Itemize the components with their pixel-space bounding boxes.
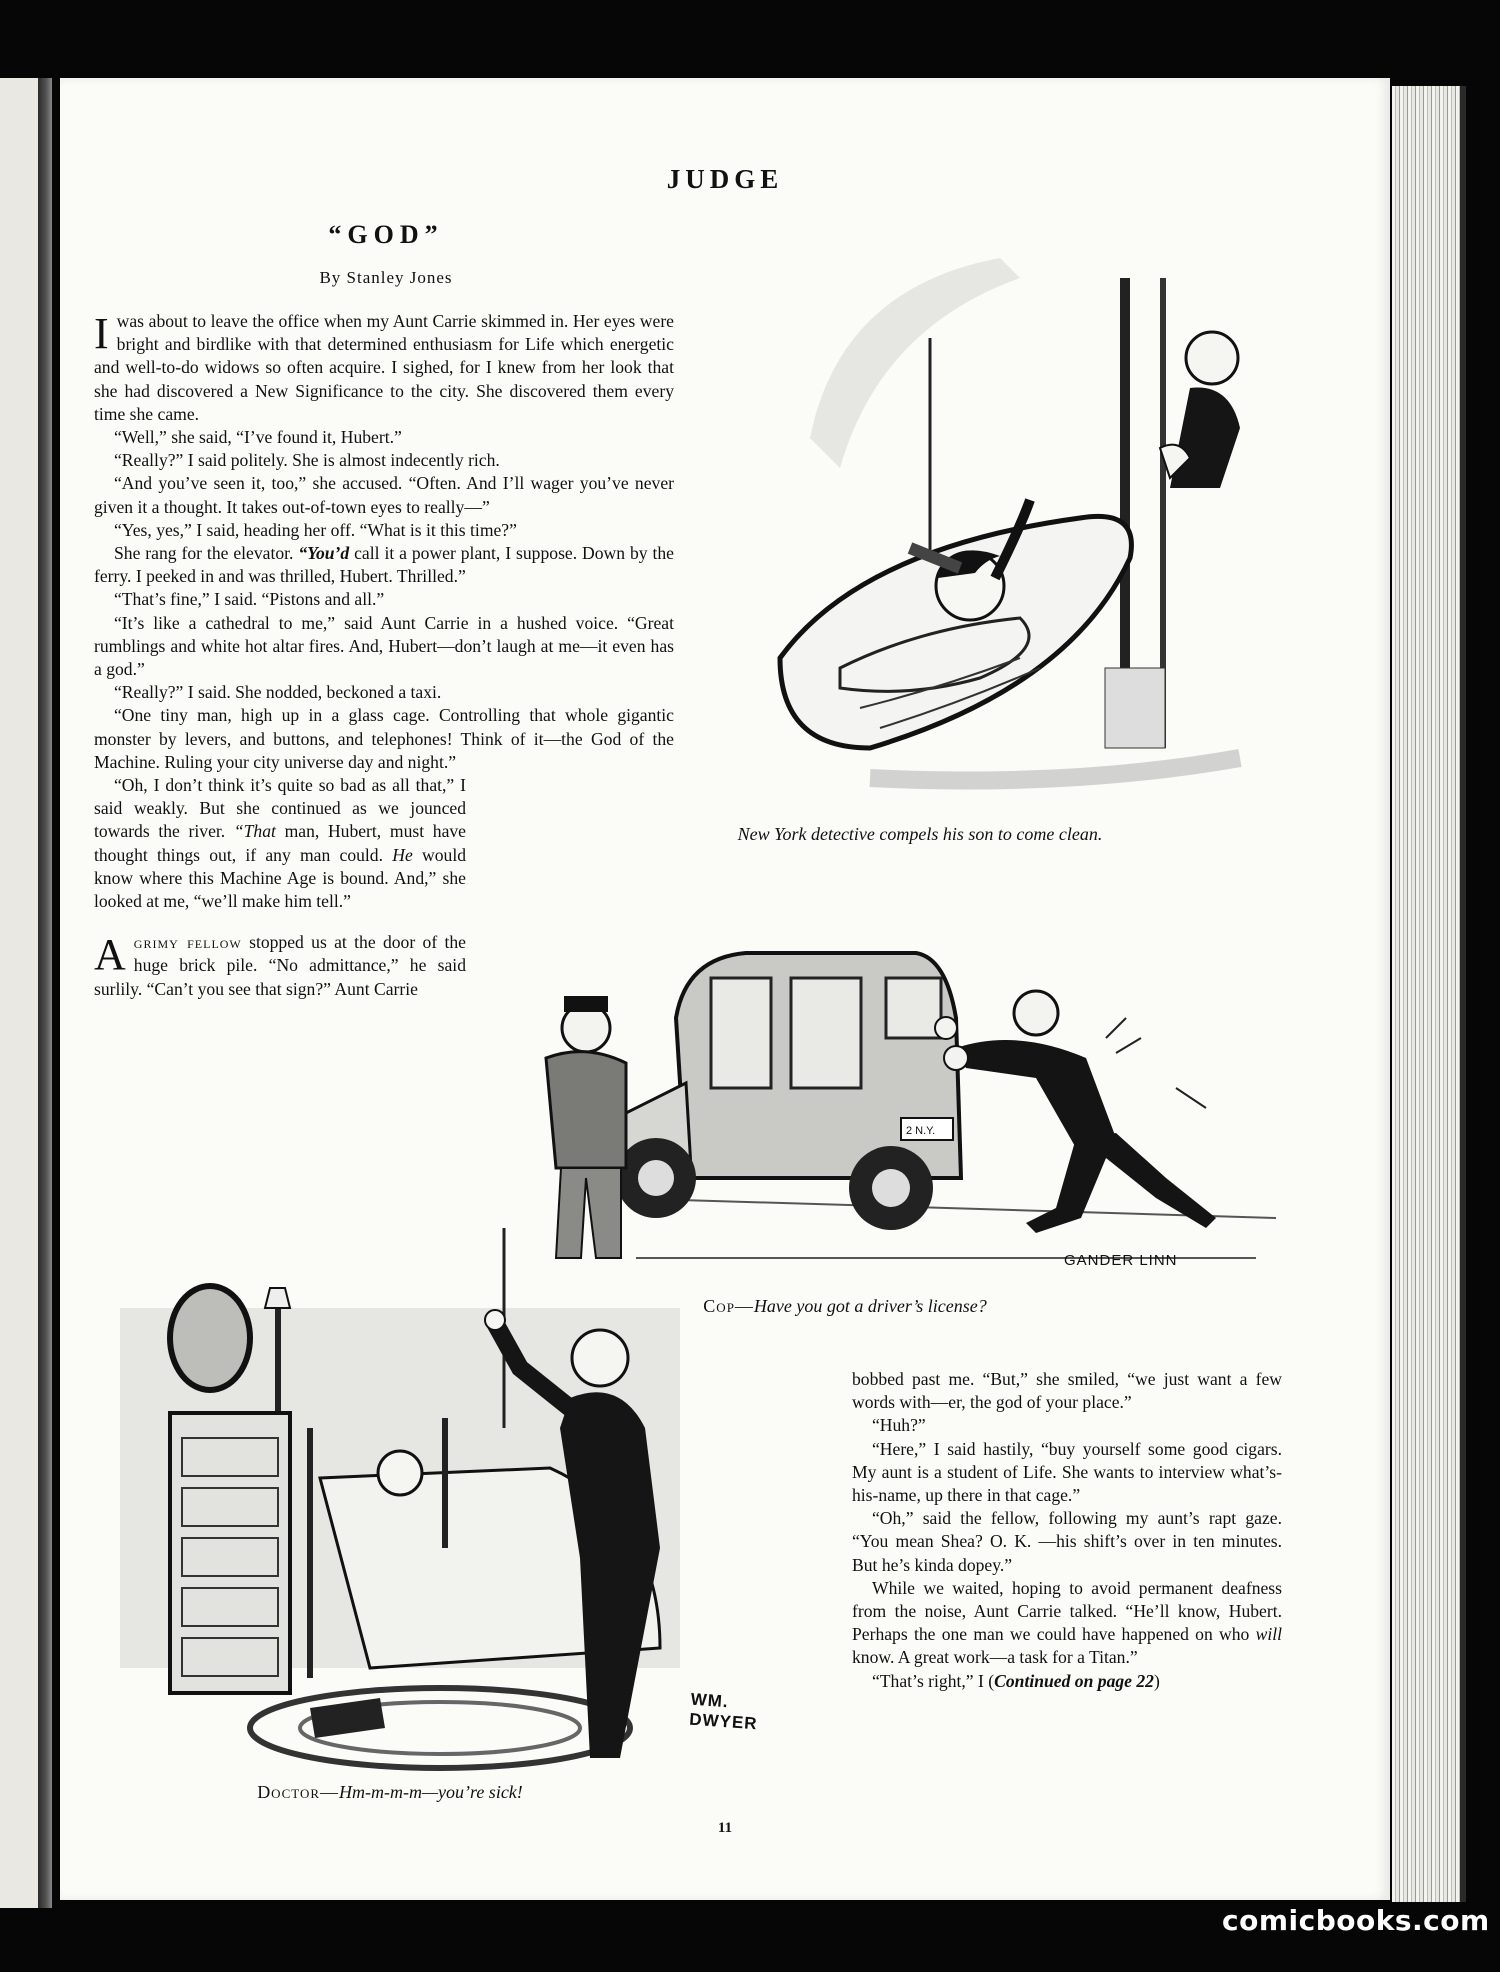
emphasis: “That: [233, 821, 276, 842]
dresser: [170, 1413, 290, 1693]
paragraph-text: know. A great work—a task for a Titan.”: [852, 1647, 1138, 1668]
doctors-bag: [310, 1698, 385, 1738]
paragraph-text: stopped us at the door of the huge brick pile. “No admittance,” he said surlily. “Can’t you see that sign?” Aunt Carrie: [94, 932, 466, 999]
lamp-post: [275, 1308, 281, 1418]
article-title: “GOD”: [328, 220, 444, 249]
book-gutter: [38, 78, 52, 1908]
magazine-page: [60, 78, 1390, 1900]
lamp-shade: [265, 1288, 290, 1308]
paragraph: “Here,” I said hastily, “buy yourself some good cigars. My aunt is a student of Life. She wants to interview what’s-his-name, up there in that cage.”: [852, 1438, 1282, 1506]
paragraph-text: man, Hubert, must have thought things out, if any man could.: [94, 821, 466, 865]
man-head: [1014, 991, 1058, 1035]
narrow-text-block: [94, 774, 466, 913]
detective-head: [1186, 332, 1238, 384]
caption-bathtub: [710, 824, 1130, 845]
emphasis: “You’d: [298, 543, 350, 564]
paragraph: “That’s fine,” I said. “Pistons and all.”: [114, 589, 385, 610]
paragraph: “One tiny man, high up in a glass cage. Controlling that whole gigantic monster by levers, and buttons, and telephones! Think of it—the God of the Machine. Ruling your city universe day and night.”: [94, 705, 674, 772]
paragraph-text: She rang for the elevator.: [114, 543, 294, 564]
paragraph: “Really?” I said. She nodded, beckoned a taxi.: [114, 682, 442, 703]
left-page-edge: [0, 78, 52, 1908]
paragraph: “Well,” she said, “I’ve found it, Hubert.”: [114, 427, 402, 448]
floor-shadow: [870, 758, 1240, 781]
license-plate-text: 2 N.Y.: [906, 1125, 936, 1137]
paragraph-text: While we waited, hoping to avoid permanent deafness from the noise, Aunt Carrie talked. “He’ll know, Hubert. Perhaps the one man we could have happened on who: [852, 1577, 1282, 1645]
caption-speaker: Doctor—: [257, 1782, 340, 1802]
man-hand: [944, 1046, 968, 1070]
car-hub-front: [638, 1160, 674, 1196]
cop-cap: [564, 996, 608, 1012]
paragraph: [852, 1670, 1282, 1693]
car-window-1: [711, 978, 771, 1088]
watermark: comicbooks.com: [1222, 1904, 1490, 1937]
patient-head: [378, 1451, 422, 1495]
paragraph: [94, 931, 466, 1001]
detective-body: [1170, 388, 1240, 489]
paragraph: “It’s like a cathedral to me,” said Aunt Carrie in a hushed voice. “Great rumblings and white hot altar fires. And, Hubert—don’t laugh at me—it even has a god.”: [94, 612, 674, 680]
paragraph-text: call it a power plant, I suppose. Down by the ferry. I peeked in and was thrilled, Hubert. Thrilled.”: [94, 543, 674, 587]
man-body: [956, 1040, 1116, 1148]
caption-text: Hm-m-m-m—you’re sick!: [339, 1782, 523, 1802]
man-legs: [1026, 1133, 1216, 1233]
continued-note: Continued on page 22: [994, 1670, 1154, 1691]
paragraph: bobbed past me. “But,” she smiled, “we just want a few words with—er, the god of your place.”: [852, 1369, 1282, 1413]
man-hand: [935, 1017, 957, 1039]
masthead: JUDGE: [666, 164, 784, 194]
paragraph: [94, 542, 674, 588]
drop-cap: I: [94, 309, 109, 358]
mirror: [170, 1286, 250, 1390]
car-window-2: [791, 978, 861, 1088]
caption-text: New York detective compels his son to come clean.: [737, 824, 1103, 844]
bathtub-cartoon: [720, 188, 1280, 828]
article-byline: By Stanley Jones: [319, 268, 453, 287]
cop-body: [546, 1052, 626, 1168]
doctor-head: [572, 1330, 628, 1386]
caption-speaker: Cop—: [703, 1296, 754, 1316]
small-caps-lead: grimy fellow: [133, 932, 242, 953]
bathtub: [780, 516, 1131, 748]
signature-line: DWYER: [688, 1709, 759, 1734]
signature-line: WM.: [690, 1689, 730, 1712]
baseboard: [1105, 668, 1165, 748]
paragraph: [94, 310, 674, 426]
paragraph: [94, 774, 466, 913]
doctor-hand: [485, 1310, 505, 1330]
wash-background: [810, 258, 1020, 468]
caption-doctor: [190, 1782, 590, 1803]
article-column-right: [852, 1368, 1282, 1693]
page-number: 11: [717, 1820, 733, 1836]
paragraph-text: ): [1153, 1670, 1160, 1691]
paragraph: “Huh?”: [872, 1415, 926, 1436]
paragraph-text: would know where this Machine Age is bound. And,” she looked at me, “we’ll make him tell.”: [94, 844, 466, 912]
car-window-3: [886, 978, 941, 1038]
signature-wm-dwyer: [689, 1690, 760, 1735]
paragraph-text: was about to leave the office when my Aunt Carrie skimmed in. Her eyes were bright and birdlike with that determined enthusiasm for Life which energetic and well-to-do widows so often acquire. I sighed, for I knew from her look that she had discovered a New Significance to the city. She discovered them every time she came.: [94, 311, 674, 424]
paragraph-text: “That’s right,” I (: [872, 1670, 995, 1691]
emphasis: He: [392, 844, 413, 865]
section-two: [94, 931, 466, 1001]
car-hub-rear: [872, 1169, 910, 1207]
paragraph: [852, 1577, 1282, 1670]
paragraph: “Really?” I said politely. She is almost indecently rich.: [114, 450, 500, 471]
paragraph-text: “Oh, I don’t think it’s quite so bad as all that,” I said weakly. But she continued as we jounced towards the river.: [94, 775, 466, 842]
drop-cap: A: [94, 930, 126, 980]
emphasis: will: [1255, 1624, 1282, 1645]
cop-car-cartoon: [516, 878, 1336, 1278]
paragraph: “Oh,” said the fellow, following my aunt’s rapt gaze. “You mean Shea? O. K. —his shift’s over in ten minutes. But he’s kinda dopey.”: [852, 1508, 1282, 1575]
paragraph: “Yes, yes,” I said, heading her off. “What is it this time?”: [114, 519, 517, 540]
signature-gander-linn: GANDER LINN: [1064, 1252, 1178, 1269]
paragraph: “And you’ve seen it, too,” she accused. “Often. And I’ll wager you’ve never given it a thought. It takes out-of-town eyes to really—”: [94, 473, 674, 517]
motion-lines: [1106, 1018, 1206, 1108]
page-edges: [1392, 86, 1460, 1902]
caption-text: Have you got a driver’s license?: [753, 1296, 987, 1316]
